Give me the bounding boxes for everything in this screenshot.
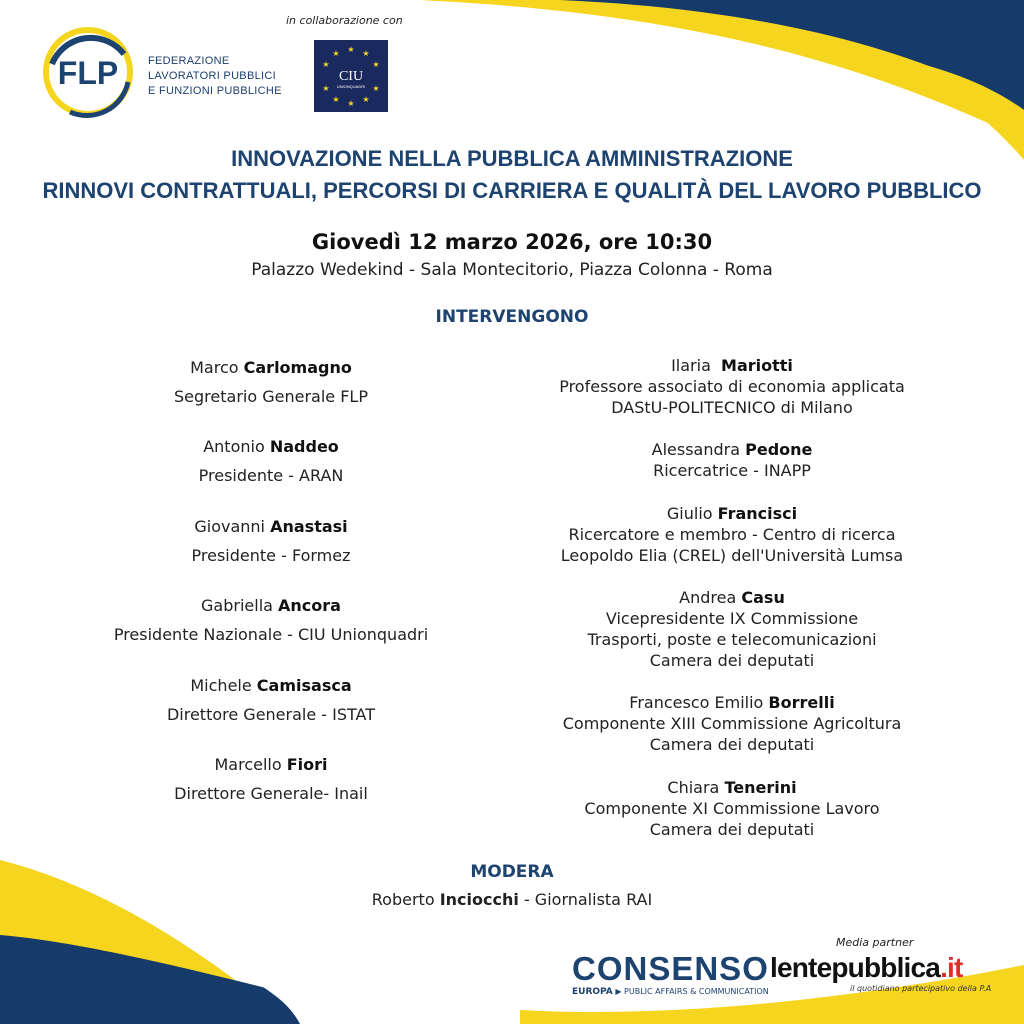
title-line-1: INNOVAZIONE NELLA PUBBLICA AMMINISTRAZIONE xyxy=(231,146,793,171)
moderator xyxy=(0,890,1024,909)
speaker-card xyxy=(530,777,934,840)
media-partner-label: Media partner xyxy=(836,936,914,949)
ciu-logo-text: CIU xyxy=(338,69,364,84)
svg-text:★: ★ xyxy=(362,49,370,58)
ciu-logo-subtext: UNIONQUADRI xyxy=(336,84,366,89)
speaker-first-name: Gabriella xyxy=(201,596,273,615)
title-line-2: RINNOVI CONTRATTUALI, PERCORSI DI CARRIERA E QUALITÀ DEL LAVORO PUBBLICO xyxy=(42,178,982,203)
flp-logo xyxy=(40,24,136,120)
speaker-last-name: Camisasca xyxy=(256,676,352,695)
speaker-role-line: Ricercatore e membro - Centro di ricerca xyxy=(568,525,896,544)
speaker-first-name: Francesco Emilio xyxy=(629,693,764,712)
svg-text:★: ★ xyxy=(332,49,340,58)
speaker-last-name: Borrelli xyxy=(768,693,835,712)
speaker-role-line: Componente XIII Commissione Agricoltura xyxy=(562,714,902,733)
speaker-role-line: Camera dei deputati xyxy=(649,651,815,670)
org-line: LAVORATORI PUBBLICI xyxy=(148,70,276,82)
speaker-role-line: DAStU-POLITECNICO di Milano xyxy=(611,398,853,417)
lentepubblica-logo xyxy=(770,952,991,993)
speaker-card xyxy=(530,587,934,671)
speaker-last-name: Pedone xyxy=(745,440,813,459)
speakers-heading: INTERVENGONO xyxy=(435,307,589,327)
speaker-role: Presidente - Formez xyxy=(191,546,351,565)
speaker-card xyxy=(530,355,934,418)
event-date: Giovedì 12 marzo 2026, ore 10:30 xyxy=(311,230,713,254)
svg-text:★: ★ xyxy=(362,95,370,104)
speaker-role-line: Professore associato di economia applicata xyxy=(559,377,905,396)
org-line: FEDERAZIONE xyxy=(148,55,230,67)
speaker-card xyxy=(530,692,934,755)
speaker-card xyxy=(530,503,934,566)
speaker-first-name: Michele xyxy=(190,676,252,695)
organization-name xyxy=(148,54,282,99)
speaker-last-name: Anastasi xyxy=(270,517,348,536)
svg-text:★: ★ xyxy=(347,99,355,108)
speaker-card xyxy=(100,357,442,407)
speaker-first-name: Marco xyxy=(190,358,239,377)
speaker-card xyxy=(100,595,442,645)
speaker-role-line: Trasporti, poste e telecomunicazioni xyxy=(587,630,877,649)
flp-logo-text: FLP xyxy=(57,55,119,91)
speaker-last-name: Casu xyxy=(741,588,785,607)
svg-text:★: ★ xyxy=(322,84,330,93)
speaker-role-line: Camera dei deputati xyxy=(649,820,815,839)
speaker-first-name: Ilaria xyxy=(671,356,711,375)
speaker-role: Segretario Generale FLP xyxy=(174,387,368,406)
event-venue: Palazzo Wedekind - Sala Montecitorio, Piazza Colonna - Roma xyxy=(251,260,773,280)
org-line: E FUNZIONI PUBBLICHE xyxy=(148,85,282,97)
speaker-card xyxy=(100,516,442,566)
speaker-first-name: Giovanni xyxy=(194,517,265,536)
speaker-first-name: Chiara xyxy=(667,778,720,797)
speaker-last-name: Ancora xyxy=(278,596,341,615)
svg-text:★: ★ xyxy=(332,95,340,104)
speaker-last-name: Fiori xyxy=(286,755,328,774)
lente-tld: .it xyxy=(940,952,963,983)
speaker-role-line: Vicepresidente IX Commissione xyxy=(605,609,859,628)
speaker-role-line: Componente XI Commissione Lavoro xyxy=(584,799,880,818)
consenso-wordmark: CONSENSO xyxy=(572,950,769,987)
lente-wordmark: lentepubblica xyxy=(770,952,941,983)
moderator-last-name: Inciocchi xyxy=(439,890,519,909)
moderator-role: - Giornalista RAI xyxy=(518,890,653,909)
consenso-sub: ▶ PUBLIC AFFAIRS & COMMUNICATION xyxy=(615,987,769,996)
lente-tagline: il quotidiano partecipativo della P.A xyxy=(850,984,992,993)
speaker-first-name: Alessandra xyxy=(651,440,741,459)
speaker-first-name: Marcello xyxy=(214,755,282,774)
consenso-sub-bold: EUROPA xyxy=(572,987,613,997)
speaker-role-line: Leopoldo Elia (CREL) dell'Università Lumsa xyxy=(560,546,904,565)
svg-text:★: ★ xyxy=(347,45,355,54)
speaker-card xyxy=(100,436,442,486)
speaker-first-name: Andrea xyxy=(679,588,737,607)
speaker-last-name: Mariotti xyxy=(721,356,793,375)
moderator-first-name: Roberto xyxy=(371,890,435,909)
speaker-card xyxy=(100,675,442,725)
speaker-last-name: Carlomagno xyxy=(243,358,352,377)
speaker-role: Direttore Generale - ISTAT xyxy=(166,705,376,724)
speaker-first-name: Giulio xyxy=(666,504,713,523)
speaker-role-line: Ricercatrice - INAPP xyxy=(653,461,811,480)
speaker-last-name: Francisci xyxy=(717,504,798,523)
collaboration-label: in collaborazione con xyxy=(286,14,403,27)
svg-text:★: ★ xyxy=(372,84,380,93)
speaker-last-name: Naddeo xyxy=(269,437,339,456)
speaker-card xyxy=(530,439,934,481)
speaker-last-name: Tenerini xyxy=(724,778,797,797)
speaker-role: Presidente - ARAN xyxy=(198,466,344,485)
moderator-heading: MODERA xyxy=(470,862,554,882)
ciu-unionquadri-logo xyxy=(314,40,388,112)
svg-text:★: ★ xyxy=(372,60,380,69)
speaker-first-name: Antonio xyxy=(203,437,265,456)
svg-text:★: ★ xyxy=(322,60,330,69)
consenso-logo xyxy=(572,952,769,997)
speaker-role: Direttore Generale- Inail xyxy=(174,784,368,803)
speaker-card xyxy=(100,754,442,804)
speaker-role: Presidente Nazionale - CIU Unionquadri xyxy=(113,625,429,644)
speaker-role-line: Camera dei deputati xyxy=(649,735,815,754)
